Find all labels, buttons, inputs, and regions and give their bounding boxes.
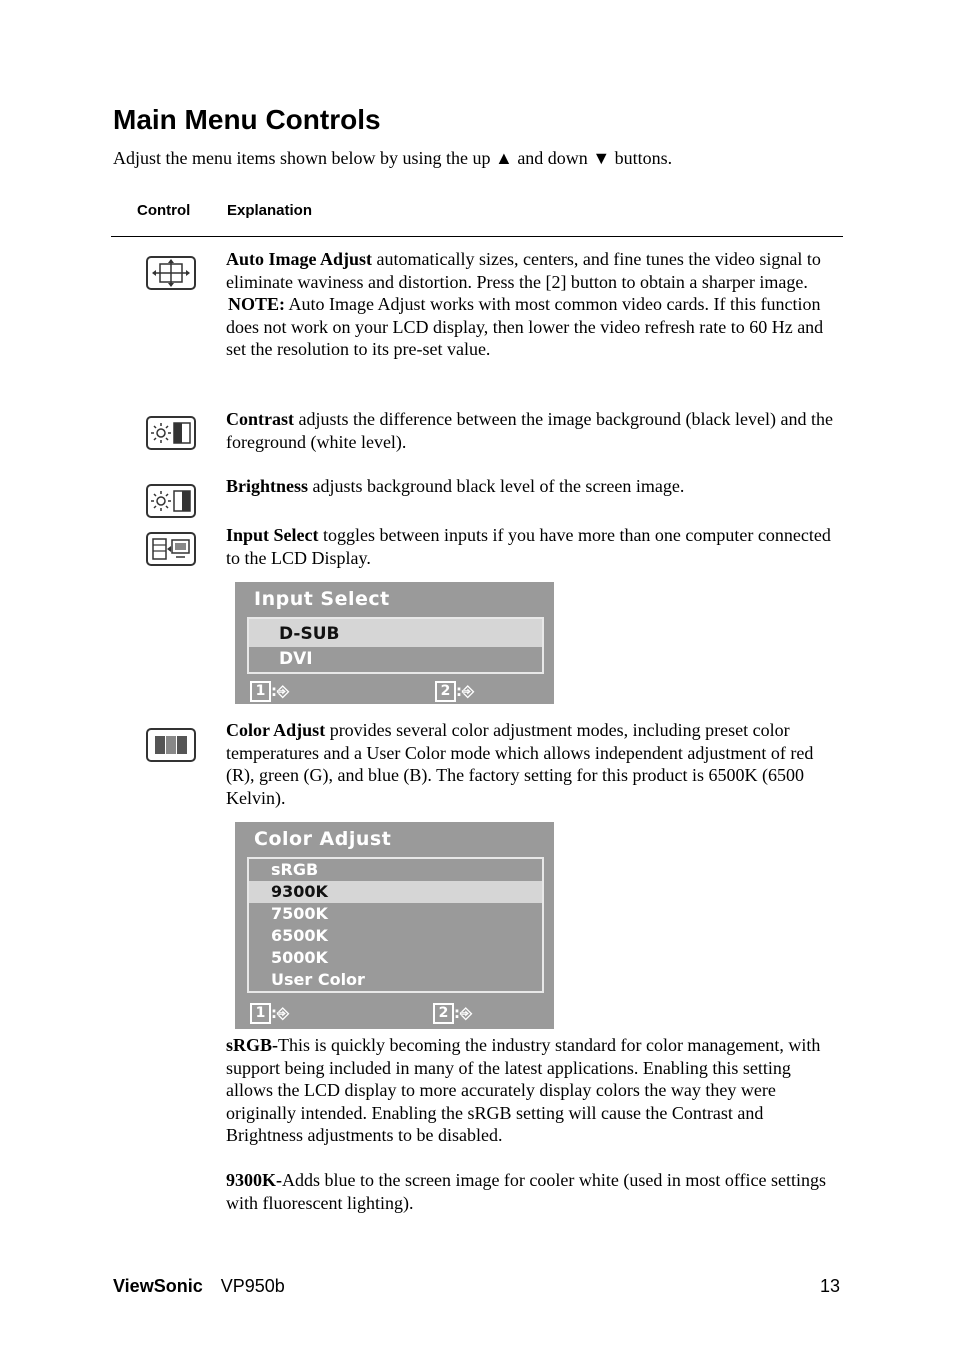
- brightness-text: Brightness adjusts background black level of the screen image.: [226, 476, 685, 496]
- color-adjust-osd: [235, 822, 554, 1029]
- color-adjust-icon: [146, 728, 196, 762]
- column-header-control: Control: [137, 202, 191, 219]
- osd-item-d-sub[interactable]: D-SUB: [249, 619, 542, 647]
- input-select-icon: [146, 532, 196, 566]
- osd-item-srgb[interactable]: sRGB: [271, 860, 319, 879]
- srgb-text: sRGB-This is quickly becoming the industry standard for color management, with support being included in many of the latest applications. Enabling this setting allows the LCD display to more accurately display colors the way they were originally intended. Enabling the sRGB setting will cause the Contrast and Brightness adjustments to be disabled.: [226, 1035, 821, 1145]
- enter-icon: ⎆: [462, 682, 475, 700]
- osd-key-2: 2 :⎆: [435, 681, 474, 702]
- osd-item-6500k[interactable]: 6500K: [271, 926, 328, 945]
- contrast-icon: [146, 416, 196, 450]
- footer-brand: ViewSonic: [113, 1276, 203, 1296]
- footer-brand-model: [113, 1276, 285, 1297]
- brightness-icon: [146, 484, 196, 518]
- osd-item-user-color[interactable]: User Color: [271, 970, 365, 989]
- intro-text: Adjust the menu items shown below by using the up ▲ and down ▼ buttons.: [113, 148, 673, 168]
- osd-key-1: 1 :⎆: [250, 681, 289, 702]
- 9300k-text: 9300K-Adds blue to the screen image for cooler white (used in most office settings with fluorescent lighting).: [226, 1170, 827, 1213]
- page-title: Main Menu Controls: [113, 104, 381, 135]
- osd-title: Input Select: [254, 588, 390, 610]
- input-select-text: Input Select toggles between inputs if you have more than one computer connected to the LCD Display.: [226, 525, 831, 568]
- column-header-explanation: Explanation: [227, 202, 313, 219]
- color-adjust-text: Color Adjust provides several color adjustment modes, including preset color temperatures and a User Color mode which allows independent adjustment of red (R), green (G), and blue (B). The factory setting for this product is 6500K (6500 Kelvin).: [226, 720, 814, 808]
- up-arrow-icon: ▲: [494, 148, 513, 168]
- osd-item-5000k[interactable]: 5000K: [271, 948, 328, 967]
- input-select-osd: [235, 582, 554, 704]
- osd-item-7500k[interactable]: 7500K: [271, 904, 328, 923]
- enter-icon: ⎆: [460, 1004, 473, 1022]
- osd-list: [247, 617, 544, 674]
- osd-item-9300k[interactable]: 9300K: [249, 881, 542, 903]
- auto-image-adjust-text: Auto Image Adjust automatically sizes, centers, and fine tunes the video signal to eliminate waviness and distortion. Press the [2] button to obtain a sharper image. NOTE: Auto Image Adjust works with most common video cards. If this function does not work on your LCD display, then lower the video refresh rate to 60 Hz and set the resolution to its pre-set value.: [226, 249, 824, 359]
- osd-title: Color Adjust: [254, 828, 392, 850]
- auto-image-adjust-icon: [146, 256, 196, 290]
- osd-key-2: 2 :⎆: [433, 1003, 472, 1024]
- osd-item-dvi[interactable]: DVI: [279, 649, 313, 669]
- header-divider: [111, 236, 843, 237]
- enter-icon: ⎆: [277, 1004, 290, 1022]
- contrast-text: Contrast adjusts the difference between the image background (black level) and the foreground (white level).: [226, 409, 833, 452]
- enter-icon: ⎆: [277, 682, 290, 700]
- down-arrow-icon: ▼: [592, 148, 611, 168]
- footer-model: VP950b: [220, 1276, 285, 1296]
- osd-key-1: 1 :⎆: [250, 1003, 289, 1024]
- page-number: 13: [820, 1276, 841, 1296]
- osd-list: [247, 857, 544, 993]
